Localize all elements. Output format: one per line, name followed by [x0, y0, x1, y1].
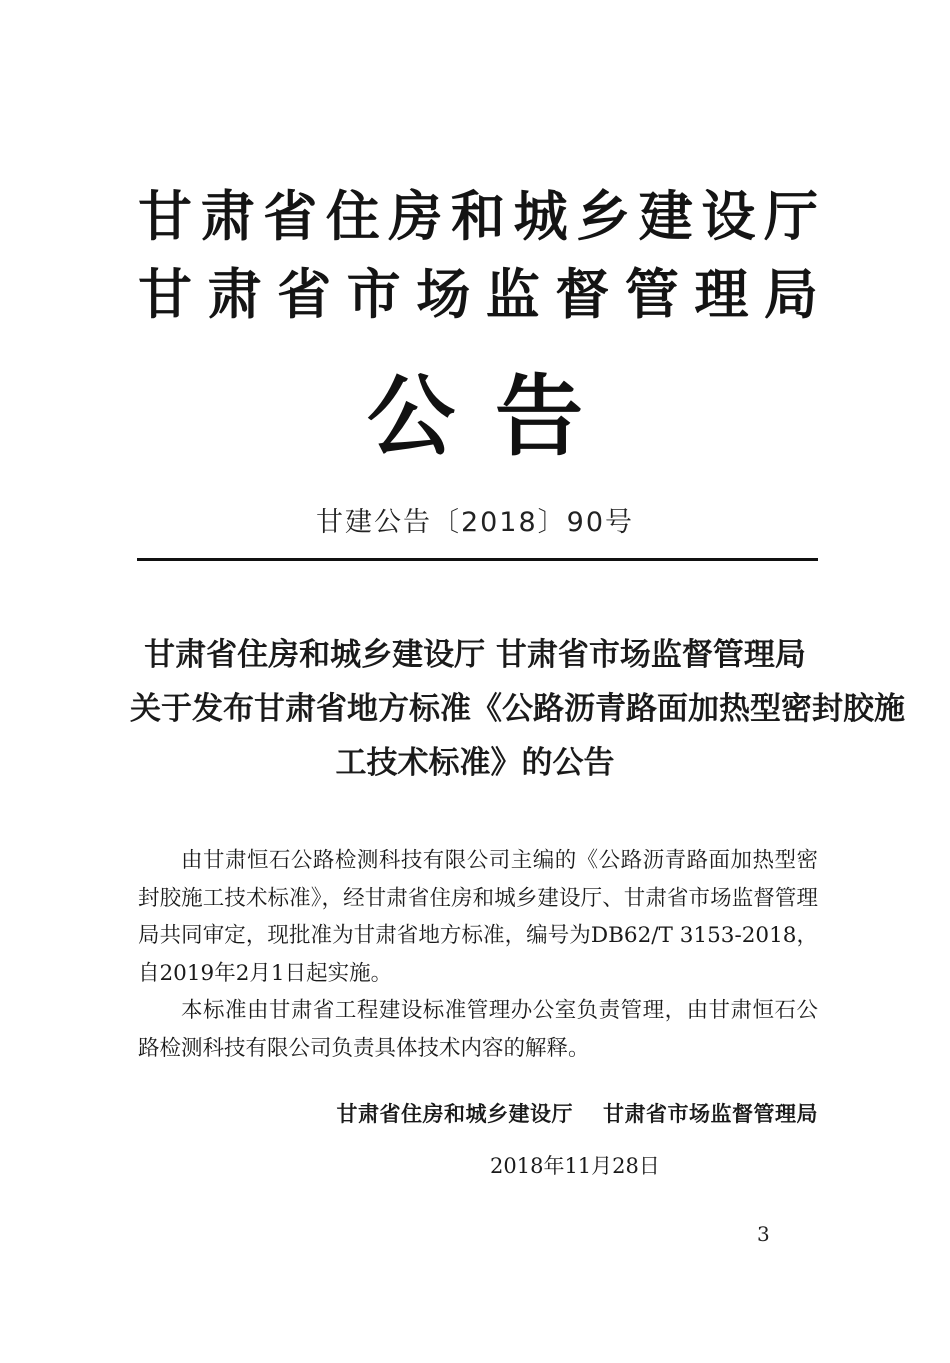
signature-block — [337, 1098, 819, 1128]
issuer-name-char: 乡 — [576, 184, 631, 248]
issuer-name-char: 市 — [346, 262, 401, 326]
issuer-name-char: 和 — [450, 184, 505, 248]
issuer-name-char: 省 — [277, 262, 332, 326]
document-number: 甘建公告〔2018〕90号 — [315, 507, 635, 538]
issuer-name-char: 肃 — [207, 262, 262, 326]
issuer-name-char: 督 — [555, 262, 610, 326]
issuer-name-char: 城 — [513, 184, 568, 248]
issuer-name-char: 设 — [701, 184, 756, 248]
issuer-name-char: 局 — [763, 262, 818, 326]
signature-date: 2018年11月28日 — [490, 1154, 660, 1178]
issuer-name-char: 甘 — [138, 262, 192, 326]
issuer-name-char: 肃 — [200, 184, 255, 248]
issuer-name-char: 管 — [624, 262, 679, 326]
body-paragraph: 由甘肃恒石公路检测科技有限公司主编的《公路沥青路面加热型密封胶施工技术标准》，经甘肃省住房和城乡建设厅、甘肃省市场监督管理局共同审定，现批准为甘肃省地方标准，编号为DB62/T 3153-2018，自2019年2月1日起实施。 — [138, 848, 818, 986]
issuer-name-char: 厅 — [763, 184, 818, 248]
notice-heading-line: 工技术标准》的公告 — [335, 745, 615, 781]
notice-heading-line: 关于发布甘肃省地方标准《公路沥青路面加热型密封胶施 — [130, 691, 905, 727]
issuer-name-char: 建 — [638, 184, 693, 248]
signature-issuer-1: 甘肃省住房和城乡建设厅 — [336, 1102, 573, 1126]
issuer-name-char: 房 — [388, 184, 443, 248]
notice-body — [138, 842, 818, 1067]
body-paragraph: 本标准由甘肃省工程建设标准管理办公室负责管理，由甘肃恒石公路检测科技有限公司负责具体技术内容的解释。 — [138, 998, 818, 1061]
notice-heading — [130, 628, 905, 790]
notice-heading-line: 甘肃省住房和城乡建设厅 甘肃省市场监督管理局 — [144, 637, 806, 673]
issuer-name-char: 场 — [416, 262, 471, 326]
issuer-name-line-1 — [138, 172, 818, 252]
page-number: 3 — [757, 1222, 770, 1246]
document-title: 公告 — [366, 365, 623, 468]
issuer-name-char: 理 — [694, 262, 749, 326]
signature-issuer-2: 甘肃省市场监督管理局 — [603, 1102, 818, 1126]
issuer-name-char: 监 — [485, 262, 540, 326]
issuer-name-char: 甘 — [138, 184, 192, 248]
issuer-name-char: 住 — [325, 184, 380, 248]
issuer-name-line-2 — [138, 250, 818, 330]
issuer-name-char: 省 — [263, 184, 318, 248]
header-divider — [137, 558, 818, 561]
